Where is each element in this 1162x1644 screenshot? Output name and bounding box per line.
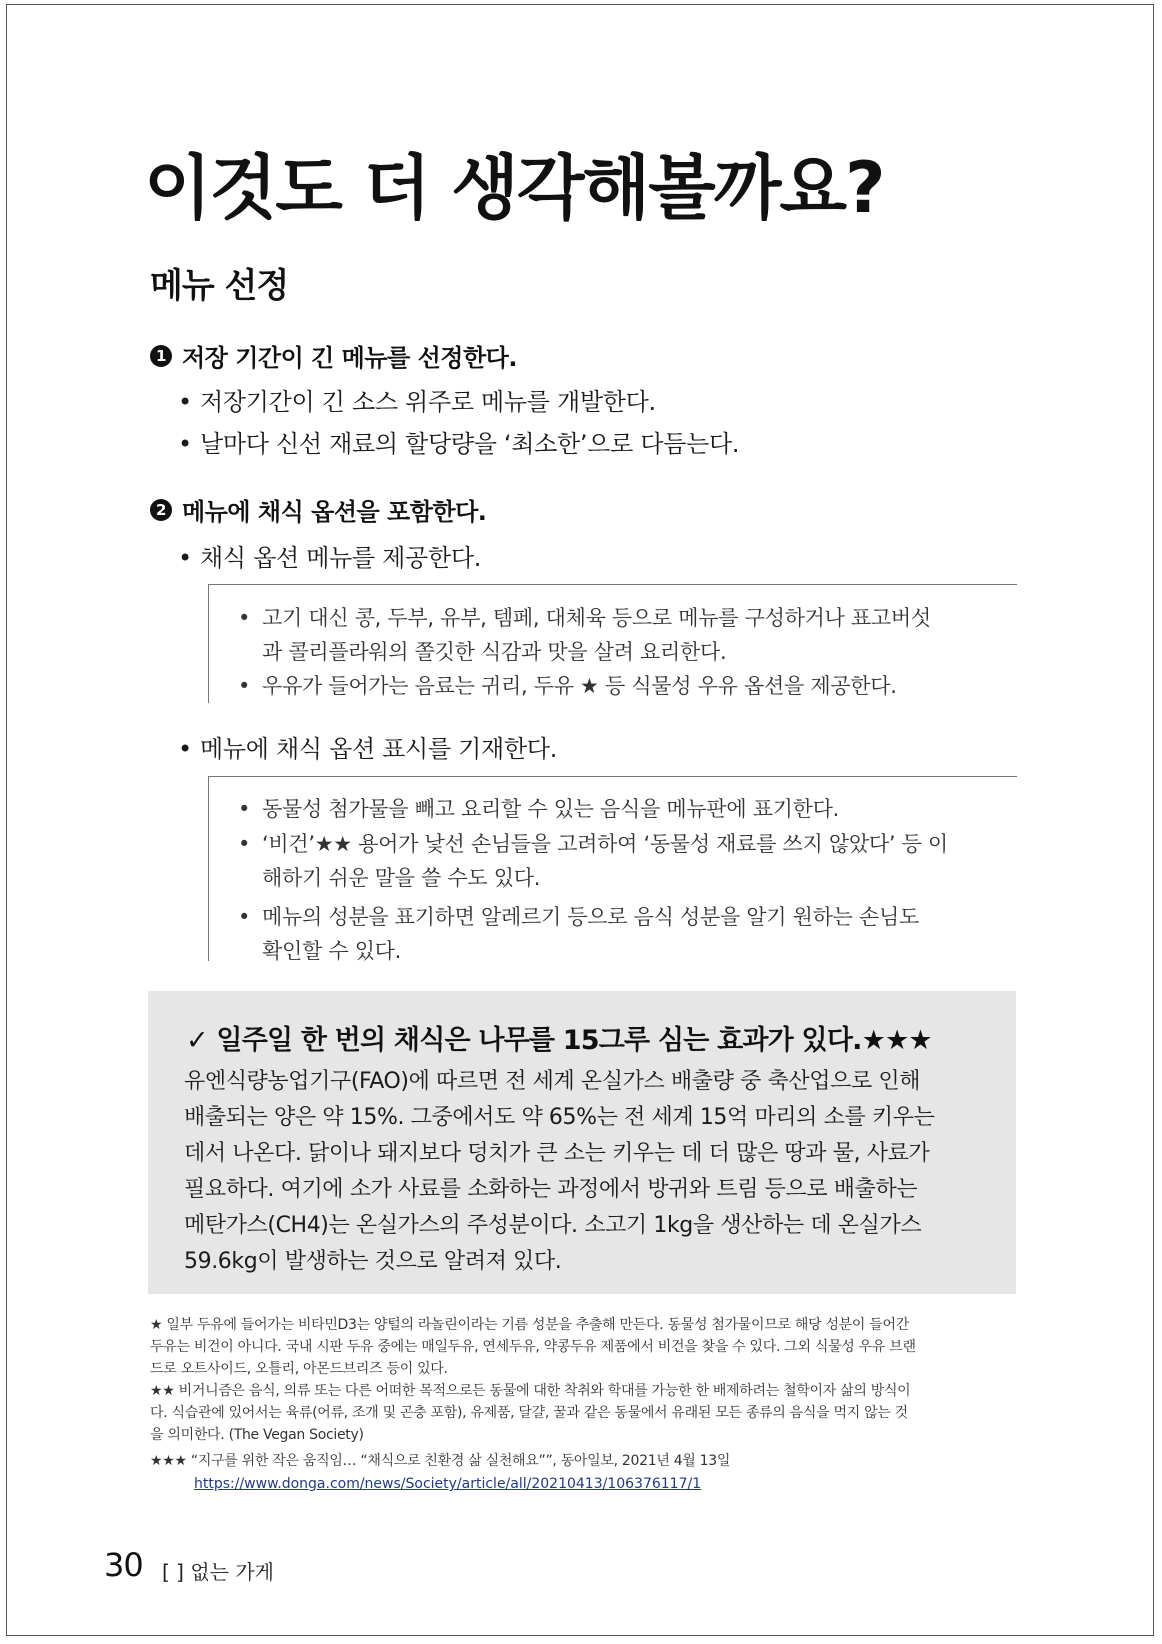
highlight-line-6: 59.6kg이 발생하는 것으로 알려져 있다. <box>184 1249 562 1274</box>
box-b-item-3: • 메뉴의 성분을 표기하면 알레르기 등으로 음식 성분을 알기 원하는 손님도 확인할 수 있다. <box>238 905 919 963</box>
item2-heading-text: 메뉴에 채식 옵션을 포함한다. <box>182 498 487 526</box>
footnote-line-7: ★★★ “지구를 위한 작은 움직임… “채식으로 친환경 삶 실천해요””, 동아일보, 2021년 4월 13일 <box>150 1453 731 1469</box>
highlight-line-5: 메탄가스(CH4)는 온실가스의 주성분이다. 소고기 1kg을 생산하는 데 온실가스 <box>184 1213 922 1238</box>
box-b-item-2: • ‘비건’★★ 용어가 낯선 손님들을 고려하여 ‘동물성 재료를 쓰지 않았다’ 등 이 해하기 쉬운 말을 쓸 수도 있다. <box>238 832 948 890</box>
item1-heading-text: 저장 기간이 긴 메뉴를 선정한다. <box>182 344 517 372</box>
box-b-item-1: • 동물성 첨가물을 빼고 요리할 수 있는 음식을 메뉴판에 표기한다. <box>238 797 840 821</box>
footnote-source-link[interactable]: https://www.donga.com/news/Society/article/all/20210413/106376117/1 <box>194 1476 702 1492</box>
item2-bullet-a: • 채식 옵션 메뉴를 제공한다. <box>178 538 481 573</box>
item2-heading <box>150 492 486 527</box>
page-number: 30 <box>104 1546 143 1584</box>
highlight-line-4: 필요하다. 여기에 소가 사료를 소화하는 과정에서 방귀와 트림 등으로 배출하는 <box>184 1177 918 1202</box>
number-badge-2: 2 <box>150 499 172 521</box>
book-title: [ ] 없는 가게 <box>162 1560 274 1584</box>
highlight-line-1: 유엔식량농업기구(FAO)에 따르면 전 세계 온실가스 배출량 중 축산업으로 인해 <box>184 1069 921 1094</box>
highlight-title: ✓ 일주일 한 번의 채식은 나무를 15그루 심는 효과가 있다.★★★ <box>186 1025 932 1056</box>
highlight-line-2: 배출되는 양은 약 15%. 그중에서도 약 65%는 전 세계 15억 마리의 소를 키우는 <box>184 1105 935 1130</box>
footnote-line-2: 두유는 비건이 아니다. 국내 시판 두유 중에는 매일두유, 연세두유, 약콩두유 제품에서 비건을 찾을 수 있다. 그외 식물성 우유 브랜 <box>150 1339 916 1355</box>
footnote-line-6: 을 의미한다. (The Vegan Society) <box>150 1427 364 1443</box>
item1-bullet-2: • 날마다 신선 재료의 할당량을 ‘최소한’으로 다듬는다. <box>178 424 739 459</box>
item1-heading <box>150 338 517 373</box>
item2-bullet-b: • 메뉴에 채식 옵션 표시를 기재한다. <box>178 729 557 764</box>
footnote-line-5: 다. 식습관에 있어서는 육류(어류, 조개 및 곤충 포함), 유제품, 달걀, 꿀과 같은 동물에서 유래된 모든 종류의 음식을 먹지 않는 것 <box>150 1405 908 1421</box>
footnote-line-4: ★★ 비거니즘은 음식, 의류 또는 다른 어떠한 목적으로든 동물에 대한 착취와 학대를 가능한 한 배제하려는 철학이자 삶의 방식이 <box>150 1383 911 1399</box>
box-a-item-2: • 우유가 들어가는 음료는 귀리, 두유 ★ 등 식물성 우유 옵션을 제공한다. <box>238 674 897 698</box>
highlight-line-3: 데서 나온다. 닭이나 돼지보다 덩치가 큰 소는 키우는 데 더 많은 땅과 물, 사료가 <box>184 1141 930 1166</box>
page-title: 이것도 더 생각해볼까요? <box>144 147 884 229</box>
section-title: 메뉴 선정 <box>150 266 289 306</box>
footnote-line-1: ★ 일부 두유에 들어가는 비타민D3는 양털의 라놀린이라는 기름 성분을 추출해 만든다. 동물성 첨가물이므로 해당 성분이 들어간 <box>150 1317 909 1333</box>
box-a-item-1: • 고기 대신 콩, 두부, 유부, 템페, 대체육 등으로 메뉴를 구성하거나 표고버섯 과 콜리플라워의 쫄깃한 식감과 맛을 살려 요리한다. <box>238 606 931 664</box>
number-badge-1: 1 <box>150 345 172 367</box>
footnote-line-3: 드로 오트사이드, 오틀리, 아몬드브리즈 등이 있다. <box>150 1361 448 1377</box>
item1-bullet-1: • 저장기간이 긴 소스 위주로 메뉴를 개발한다. <box>178 382 656 417</box>
